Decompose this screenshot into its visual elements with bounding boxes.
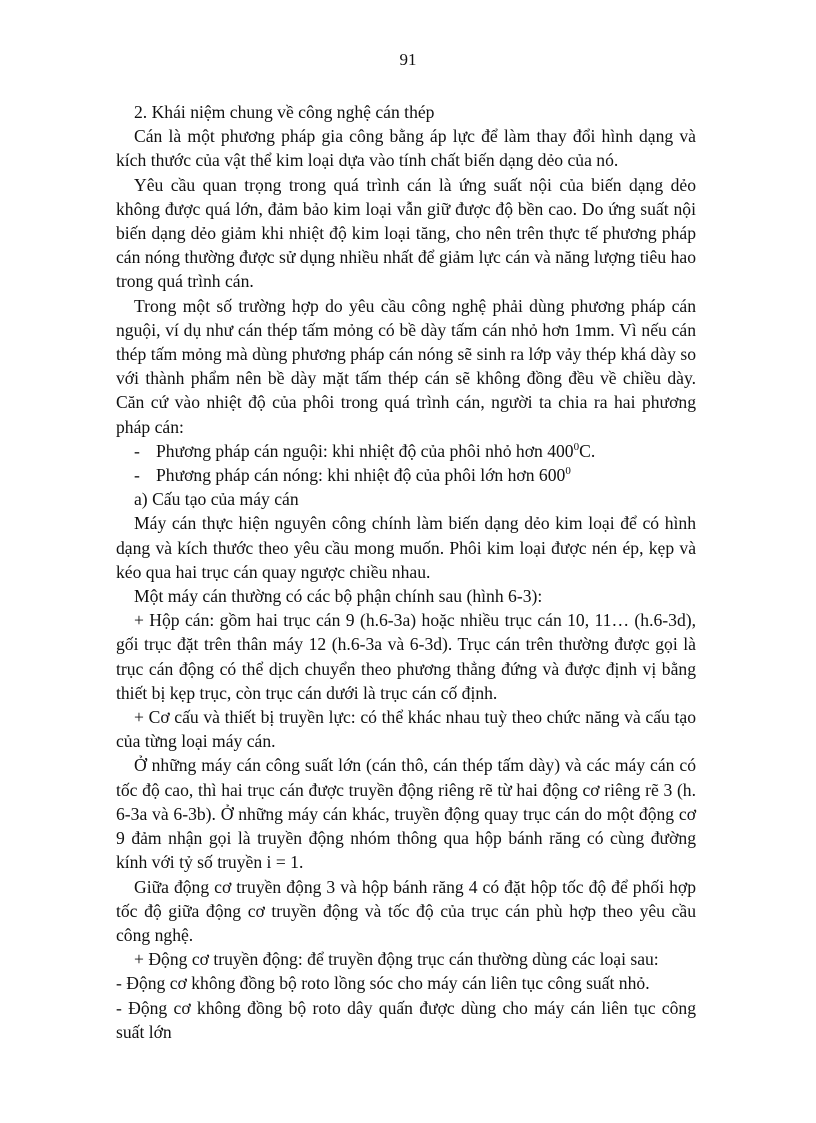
- list-item-hot-rolling: [116, 463, 696, 487]
- paragraph: + Hộp cán: gồm hai trục cán 9 (h.6-3a) hoặc nhiều trục cán 10, 11… (h.6-3d), gối trục đặt trên thân máy 12 (h.6-3a và 6-3d). Trục cán trên thường được gọi là trục cán động có thể dịch chuyển theo phương thẳng đứng và được định vị bằng thiết bị kẹp trục, còn trục cán dưới là trục cán cố định.: [116, 610, 696, 703]
- paragraph: Máy cán thực hiện nguyên công chính làm biến dạng dẻo kim loại để có hình dạng và kích thước theo yêu cầu mong muốn. Phôi kim loại được nén ép, kẹp và kéo qua hai trục cán quay ngược chiều nhau.: [116, 513, 696, 582]
- paragraph: - Động cơ không đồng bộ roto dây quấn được dùng cho máy cán liên tục công suất lớn: [116, 997, 696, 1042]
- list-item-text: Phương pháp cán nguội: khi nhiệt độ của phôi nhỏ hơn 400: [156, 440, 574, 461]
- dash-bullet: -: [134, 440, 140, 461]
- paragraph: Giữa động cơ truyền động 3 và hộp bánh răng 4 có đặt hộp tốc độ để phối hợp tốc độ giữa động cơ truyền động và tốc độ của trục cán phù hợp theo yêu cầu công nghệ.: [116, 876, 696, 945]
- page-number: 91: [399, 50, 417, 69]
- superscript-degree: 0: [573, 440, 580, 453]
- list-item-text: Phương pháp cán nóng: khi nhiệt độ của phôi lớn hơn 600: [156, 465, 566, 486]
- paragraph: Yêu cầu quan trọng trong quá trình cán là ứng suất nội của biến dạng dẻo không được quá lớn, đảm bảo kim loại vẫn giữ được độ bền cao. Do ứng suất nội biến dạng dẻo giảm khi nhiệt độ kim loại tăng, cho nên trên thực tế phương pháp cán nóng thường được sử dụng nhiều nhất để giảm lực cán và năng lượng tiêu hao trong quá trình cán.: [116, 174, 696, 292]
- list-item-cold-rolling: [116, 439, 696, 463]
- page-content: [116, 100, 696, 1044]
- paragraph: + Động cơ truyền động: để truyền động trục cán thường dùng các loại sau:: [134, 949, 659, 970]
- subheading: a) Cấu tạo của máy cán: [134, 489, 299, 510]
- paragraph: Trong một số trường hợp do yêu cầu công nghệ phải dùng phương pháp cán nguội, ví dụ như cán thép tấm mỏng có bề dày tấm cán nhỏ hơn 1mm. Vì nếu cán thép tấm mỏng mà dùng phương pháp cán nóng sẽ sinh ra lớp vảy thép khá dày so với thành phẩm nên bề dày mặt tấm thép cán sẽ không đồng đều về chiều dày. Căn cứ vào nhiệt độ của phôi trong quá trình cán, người ta chia ra hai phương pháp cán:: [116, 295, 696, 437]
- paragraph: + Cơ cấu và thiết bị truyền lực: có thể khác nhau tuỳ theo chức năng và cấu tạo của từng loại máy cán.: [116, 707, 696, 752]
- list-item-unit: C.: [579, 440, 596, 461]
- paragraph: Cán là một phương pháp gia công bằng áp lực để làm thay đổi hình dạng và kích thước của vật thể kim loại dựa vào tính chất biến dạng dẻo của nó.: [116, 126, 696, 171]
- dash-bullet: -: [134, 465, 140, 486]
- paragraph: Một máy cán thường có các bộ phận chính sau (hình 6-3):: [134, 586, 543, 607]
- paragraph: - Động cơ không đồng bộ roto lồng sóc cho máy cán liên tục công suất nhỏ.: [116, 973, 650, 994]
- section-heading: 2. Khái niệm chung về công nghệ cán thép: [134, 102, 435, 122]
- superscript-degree: 0: [565, 465, 571, 478]
- paragraph: Ở những máy cán công suất lớn (cán thô, cán thép tấm dày) và các máy cán có tốc độ cao, thì hai trục cán được truyền động riêng rẽ từ hai động cơ riêng rẽ 3 (h. 6-3a và 6-3b). Ở những máy cán khác, truyền động quay trục cán do một động cơ 9 đảm nhận gọi là truyền động nhóm thông qua hộp bánh răng có cùng đường kính với tỷ số truyền i = 1.: [116, 755, 696, 873]
